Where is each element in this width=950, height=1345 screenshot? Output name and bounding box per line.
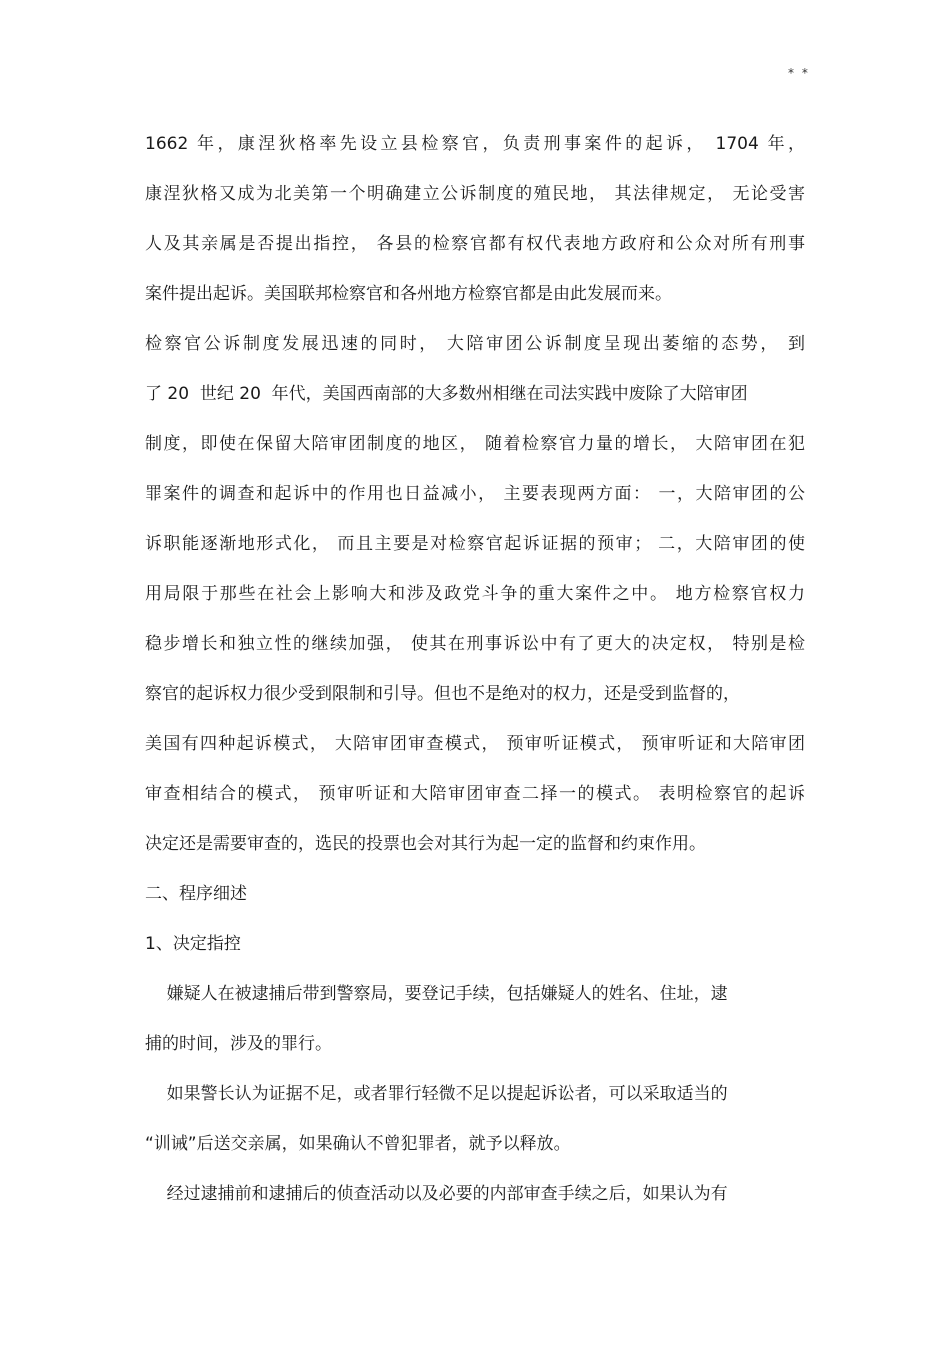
text-line: 了 20 世纪 20 年代，美国西南部的大多数州相继在司法实践中废除了大陪审团 <box>145 384 748 404</box>
section-heading: 二、程序细述 <box>145 884 247 904</box>
text-line: 稳步增长和独立性的继续加强， 使其在刑事诉讼中有了更大的决定权， 特别是检 <box>145 634 805 654</box>
text-line: 罪案件的调查和起诉中的作用也日益减小， 主要表现两方面： 一，大陪审团的公 <box>145 484 805 504</box>
text-line: 康涅狄格又成为北美第一个明确建立公诉制度的殖民地， 其法律规定， 无论受害 <box>145 184 805 204</box>
subsection-heading: 1、决定指控 <box>145 934 241 954</box>
header-mark: * * <box>788 66 810 80</box>
text-line: 用局限于那些在社会上影响大和涉及政党斗争的重大案件之中。 地方检察官权力 <box>145 584 805 604</box>
text-line: 检察官公诉制度发展迅速的同时， 大陪审团公诉制度呈现出萎缩的态势， 到 <box>145 334 805 354</box>
text-line: 审查相结合的模式， 预审听证和大陪审团审查二择一的模式。 表明检察官的起诉 <box>145 784 805 804</box>
text-line: 如果警长认为证据不足，或者罪行轻微不足以提起诉讼者，可以采取适当的 <box>145 1084 728 1104</box>
text-line: 案件提出起诉。美国联邦检察官和各州地方检察官都是由此发展而来。 <box>145 284 672 304</box>
text-line: 美国有四种起诉模式， 大陪审团审查模式， 预审听证模式， 预审听证和大陪审团 <box>145 734 805 754</box>
text-line: 诉职能逐渐地形式化， 而且主要是对检察官起诉证据的预审； 二，大陪审团的使 <box>145 534 805 554</box>
text-line: 制度，即使在保留大陪审团制度的地区， 随着检察官力量的增长， 大陪审团在犯 <box>145 434 805 454</box>
text-line: “训诫”后送交亲属，如果确认不曾犯罪者，就予以释放。 <box>145 1134 571 1154</box>
text-line: 1662 年，康涅狄格率先设立县检察官，负责刑事案件的起诉， 1704 年， <box>145 134 805 154</box>
text-line: 经过逮捕前和逮捕后的侦查活动以及必要的内部审查手续之后，如果认为有 <box>145 1184 728 1204</box>
text-line: 捕的时间，涉及的罪行。 <box>145 1034 332 1054</box>
text-line: 人及其亲属是否提出指控， 各县的检察官都有权代表地方政府和公众对所有刑事 <box>145 234 805 254</box>
text-line: 决定还是需要审查的，选民的投票也会对其行为起一定的监督和约束作用。 <box>145 834 706 854</box>
text-line: 察官的起诉权力很少受到限制和引导。但也不是绝对的权力，还是受到监督的， <box>145 684 740 704</box>
text-line: 嫌疑人在被逮捕后带到警察局，要登记手续，包括嫌疑人的姓名、住址，逮 <box>145 984 728 1004</box>
